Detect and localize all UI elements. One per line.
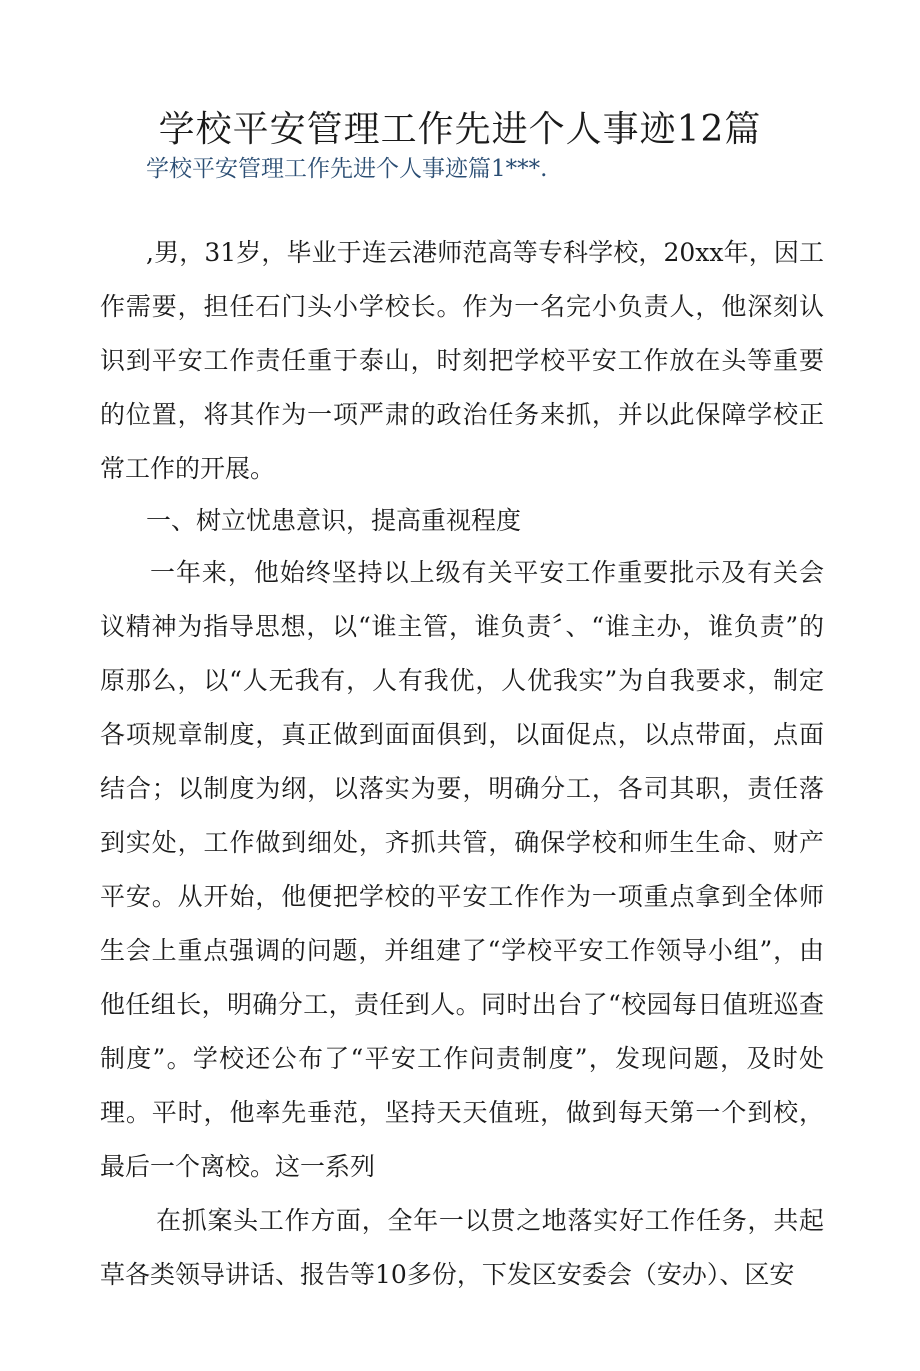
paragraph-2: 一年来，他始终坚持以上级有关平安工作重要批示及有关会议精神为指导思想，以“谁主管，谁负责〞、“谁主办，谁负责”的原那么，以“人无我有，人有我优，人优我实”为自我要求，制定各项规章制度，真正做到面面俱到，以面促点，以点带面，点面结合；以制度为纲，以落实为要，明确分工，各司其职，责任落到实处，工作做到细处，齐抓共管，确保学校和师生生命、财产平安。从开始，他便把学校的平安工作作为一项重点拿到全体师生会上重点强调的问题，并组建了“学校平安工作领导小组”，由他任组长，明确分工，责任到人。同时出台了“校园每日值班巡查制度”。学校还公布了“平安工作问责制度”，发现问题，及时处理。平时，他率先垂范，坚持天天值班，做到每天第一个到校，最后一个离校。这一系列 xyxy=(100,558,824,1181)
paragraph-1: ,男，31岁，毕业于连云港师范高等专科学校，20xx年，因工作需要，担任石门头小学校长。作为一名完小负责人，他深刻认识到平安工作责任重于泰山，时刻把学校平安工作放在头等重要的位置，将其作为一项严肃的政治任务来抓，并以此保障学校正常工作的开展。 xyxy=(100,238,824,483)
document-subtitle: 学校平安管理工作先进个人事迹篇1***. xyxy=(146,156,548,182)
document-title: 学校平安管理工作先进个人事迹12篇 xyxy=(158,109,762,150)
paragraph-3: 在抓案头工作方面，全年一以贯之地落实好工作任务，共起草各类领导讲话、报告等10多份，下发区安委会（安办）、区安 xyxy=(100,1206,824,1289)
section-heading-1: 一、树立忧患意识，提高重视程度 xyxy=(146,506,522,535)
